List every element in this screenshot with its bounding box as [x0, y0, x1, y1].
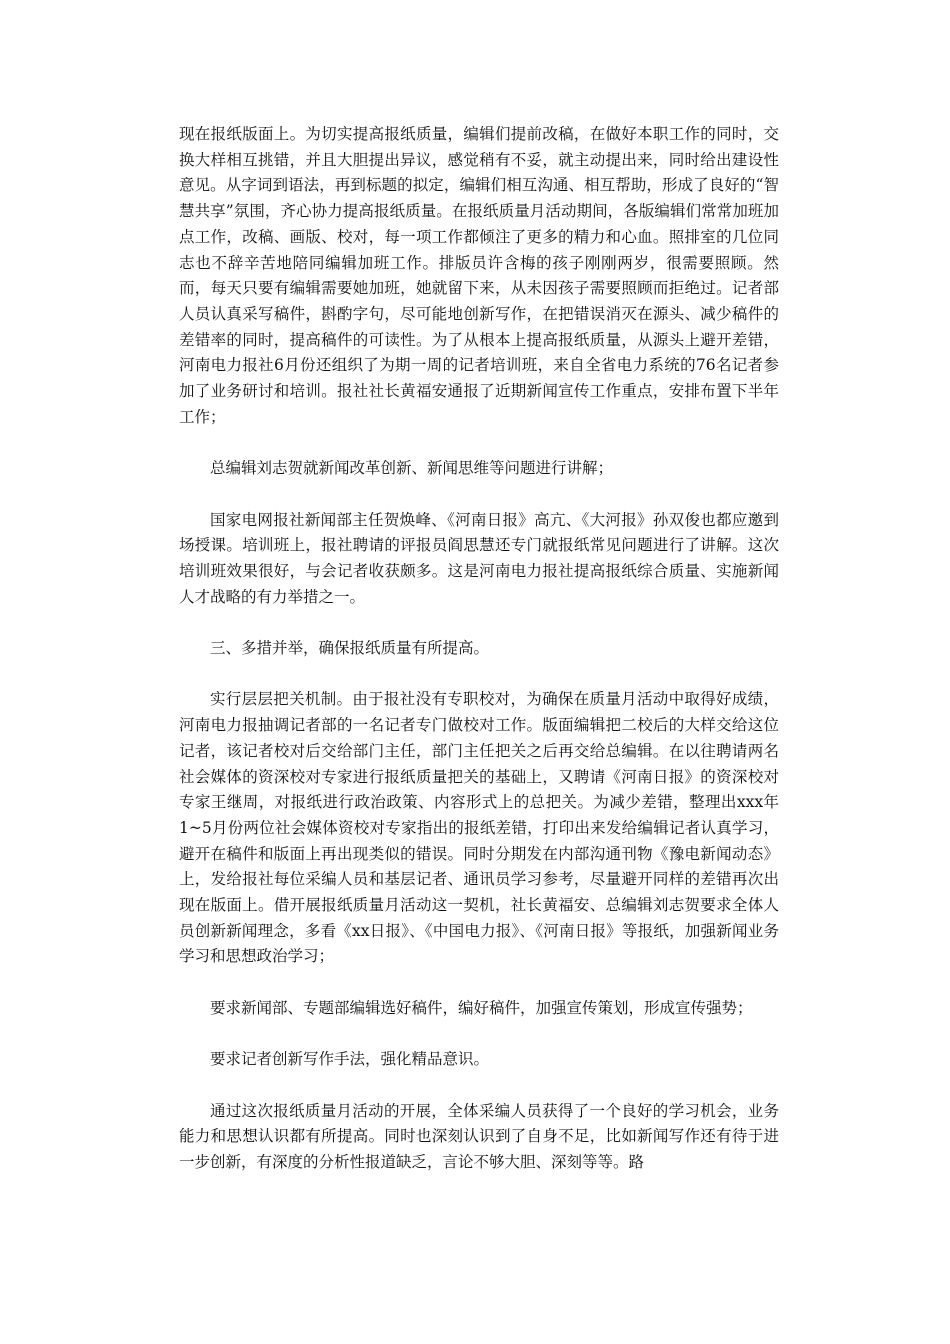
paragraph-continuation: 现在报纸版面上。为切实提高报纸质量，编辑们提前改稿，在做好本职工作的同时，交换大样相互挑错，并且大胆提出异议，感觉稍有不妥，就主动提出来，同时给出建设性意见。从字词到语法，再到标题的拟定，编辑们相互沟通、相互帮助，形成了良好的“智慧共享”氛围，齐心协力提高报纸质量。在报纸质量月活动期间，各版编辑们常常加班加点工作，改稿、画版、校对，每一项工作都倾注了更多的精力和心血。照排室的几位同志也不辞辛苦地陪同编辑加班工作。排版员许含梅的孩子刚刚两岁，很需要照顾。然而，每天只要有编辑需要她加班，她就留下来，从未因孩子需要照顾而拒绝过。记者部人员认真采写稿件，斟酌字句，尽可能地创新写作，在把错误消灭在源头、减少稿件的差错率的同时，提高稿件的可读性。为了从根本上提高报纸质量，从源头上避开差错，河南电力报社6月份还组织了为期一周的记者培训班，来自全省电力系统的76名记者参加了业务研讨和培训。报社社长黄福安通报了近期新闻宣传工作重点，安排布置下半年工作； [179, 125, 779, 426]
paragraph-review-mechanism: 实行层层把关机制。由于报社没有专职校对，为确保在质量月活动中取得好成绩，河南电力报抽调记者部的一名记者专门做校对工作。版面编辑把二校后的大样交给这位记者，该记者校对后交给部门主任，部门主任把关之后再交给总编辑。在以往聘请两名社会媒体的资深校对专家进行报纸质量把关的基础上，又聘请《河南日报》的资深校对专家王继周，对报纸进行政治政策、内容形式上的总把关。为减少差错，整理出xxx年1~5月份两位社会媒体资校对专家指出的报纸差错，打印出来发给编辑记者认真学习，避开在稿件和版面上再出现类似的错误。同时分期发在内部沟通刊物《豫电新闻动态》上，发给报社每位采编人员和基层记者、通讯员学习参考，尽量避开同样的差错再次出现在版面上。借开展报纸质量月活动这一契机，社长黄福安、总编辑刘志贺要求全体人员创新新闻理念，多看《xx日报》、《中国电力报》、《河南日报》等报纸，加强新闻业务学习和思想政治学习； [179, 690, 779, 966]
document-body [179, 122, 779, 1201]
paragraph-news-department: 要求新闻部、专题部编辑选好稿件，编好稿件，加强宣传策划，形成宣传强势； [210, 998, 753, 1017]
paragraph-summary: 通过这次报纸质量月活动的开展，全体采编人员获得了一个良好的学习机会，业务能力和思想认识都有所提高。同时也深刻认识到了自身不足，比如新闻写作还有待于进一步创新，有深度的分析性报道缺乏，言论不够大胆、深刻等等。路 [179, 1101, 779, 1172]
paragraph-chief-editor: 总编辑刘志贺就新闻改革创新、新闻思维等问题进行讲解； [210, 459, 614, 478]
section-heading-three: 三、多措并举，确保报纸质量有所提高。 [210, 639, 490, 658]
paragraph-guest-lecturers: 国家电网报社新闻部主任贺焕峰、《河南日报》高亢、《大河报》孙双俊也都应邀到场授课。培训班上，报社聘请的评报员阎思慧还专门就报纸常见问题进行了讲解。这次培训班效果很好，与会记者收获颇多。这是河南电力报社提高报纸综合质量、实施新闻人才战略的有力举措之一。 [179, 510, 779, 606]
paragraph-reporters: 要求记者创新写作手法，强化精品意识。 [210, 1050, 490, 1069]
